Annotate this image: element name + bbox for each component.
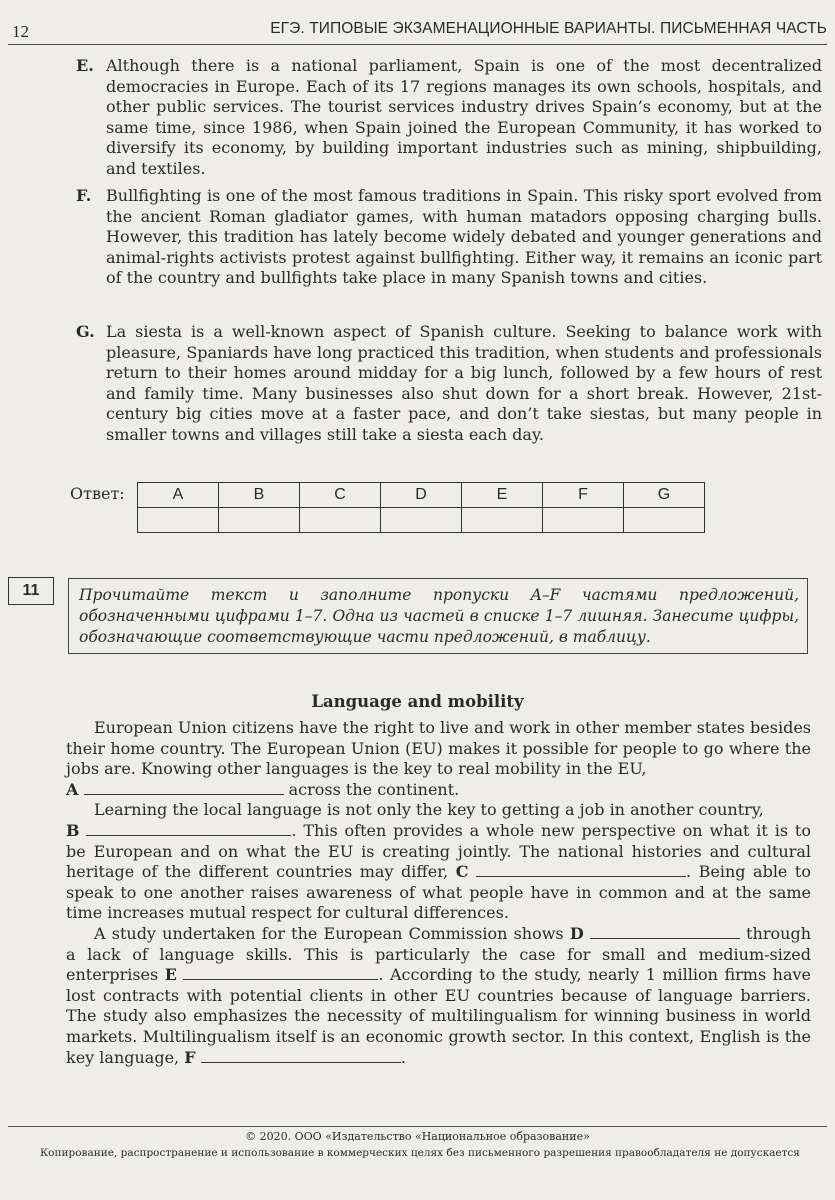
answer-label: Ответ: (70, 484, 125, 503)
paragraph-text: La siesta is a well-known aspect of Spanish culture. Seeking to balance work with pleasure, Spaniards have long practiced this tradition, when students and professionals return to their homes around midday for a big lunch, followed by a few hours of rest and family time. Many businesses also shut down for a short break. However, 21st-century big cities move at a faster pace, and don’t take siestas, but many people in smaller towns and villages still take a siesta each day. (106, 322, 822, 444)
gap-blank-d[interactable] (590, 924, 740, 939)
gap-letter-b: B (66, 820, 80, 840)
page-number: 12 (12, 22, 29, 41)
paragraph-f (76, 186, 822, 289)
gap-letter-f: F (184, 1047, 196, 1067)
answer-input-row (138, 508, 705, 533)
gap-blank-f[interactable] (201, 1048, 401, 1063)
gap-blank-e[interactable] (183, 965, 378, 980)
text-segment: European Union citizens have the right to live and work in other member states besides their home country. The European Union (EU) makes it possible for people to go where the jobs are. Knowing other languages is the key to real mobility in the EU, (66, 718, 811, 779)
text-segment: . According to the study, nearly 1 million firms have lost contracts with potential clients in other EU countries because of language barriers. The study also emphasizes the necessity of multilingualism for winning business in world markets. Multilingualism itself is an economic growth sector. In this context, English is the key language, (66, 965, 811, 1067)
page-header (0, 14, 835, 44)
answer-column-header: C (300, 483, 381, 508)
task-instruction: Прочитайте текст и заполните пропуски A–F частями предложений, обозначенными цифрами 1–7. Одна из частей в списке 1–7 лишняя. Занесите цифры, обозначающие соответствующие части предложений, в таблицу. (68, 578, 808, 654)
answer-cell-a[interactable] (138, 508, 219, 533)
gap-letter-a: A (66, 779, 79, 799)
text-segment: across the continent. (288, 779, 460, 799)
text-segment: Learning the local language is not only the key to getting a job in another country, (94, 800, 764, 820)
gap-letter-d: D (569, 923, 584, 943)
text-paragraph-3 (66, 924, 811, 1068)
text-segment: . (400, 1047, 406, 1067)
task-number-box: 11 (8, 577, 54, 605)
text-paragraph-1 (66, 718, 811, 800)
paragraph-e (76, 56, 822, 179)
text-segment: A study undertaken for the European Commission shows (94, 923, 564, 943)
text-paragraph-2 (66, 800, 811, 924)
answer-cell-d[interactable] (381, 508, 462, 533)
paragraph-text: Bullfighting is one of the most famous traditions in Spain. This risky sport evolved from the ancient Roman gladiator games, with human matadors opposing charging bulls. However, this tradition has lately become widely debated and younger generations and animal-rights activists protest against bullfighting. Either way, it remains an iconic part of the country and bullfights take place in many Spanish towns and cities. (106, 186, 822, 287)
text-segment: . This often provides a whole new perspective on what it is to be European and on what the EU is creating jointly. The national histories and cultural heritage of the different countries may differ, (66, 820, 811, 882)
text-segment: . Being able to speak to one another raises awareness of what people have in common and at the same time increases mutual respect for cultural differences. (66, 862, 811, 923)
answer-column-header: B (219, 483, 300, 508)
gap-blank-a[interactable] (84, 780, 284, 795)
footer-divider (8, 1126, 827, 1127)
answer-column-header: A (138, 483, 219, 508)
running-title: ЕГЭ. ТИПОВЫЕ ЭКЗАМЕНАЦИОННЫЕ ВАРИАНТЫ. ПИСЬМЕННАЯ ЧАСТЬ (270, 20, 827, 37)
answer-cell-c[interactable] (300, 508, 381, 533)
answer-cell-b[interactable] (219, 508, 300, 533)
answer-cell-g[interactable] (624, 508, 705, 533)
gap-letter-e: E (164, 965, 177, 985)
answer-cell-f[interactable] (543, 508, 624, 533)
paragraph-letter: E. (76, 56, 94, 75)
answer-cell-e[interactable] (462, 508, 543, 533)
copyright-notice: Копирование, распространение и использование в коммерческих целях без письменного разрешения правообладателя не допускается (40, 1147, 800, 1159)
answer-column-header: F (543, 483, 624, 508)
text-title: Language and mobility (311, 692, 524, 711)
answer-column-header: G (624, 483, 705, 508)
answer-column-header: E (462, 483, 543, 508)
gap-blank-b[interactable] (86, 821, 291, 836)
paragraph-text: Although there is a national parliament, Spain is one of the most decentralized democracies in Europe. Each of its 17 regions manages its own schools, hospitals, and other public services. The tourist services industry drives Spain’s economy, but at the same time, since 1986, when Spain joined the European Community, it has worked to diversify its economy, by building important industries such as mining, shipbuilding, and textiles. (106, 56, 822, 178)
paragraph-letter: G. (76, 322, 95, 341)
paragraph-letter: F. (76, 186, 92, 205)
copyright-line: © 2020. ООО «Издательство «Национальное образование» (245, 1130, 590, 1143)
paragraph-g (76, 322, 822, 445)
answer-table (137, 482, 705, 533)
reading-text (66, 718, 811, 1068)
header-divider (8, 44, 827, 45)
answer-column-header: D (381, 483, 462, 508)
answer-header-row (138, 483, 705, 508)
gap-blank-c[interactable] (476, 862, 686, 877)
text-segment: through a lack of language skills. This is particularly the case for small and medium-sized enterprises (66, 923, 811, 985)
gap-letter-c: C (455, 862, 469, 882)
